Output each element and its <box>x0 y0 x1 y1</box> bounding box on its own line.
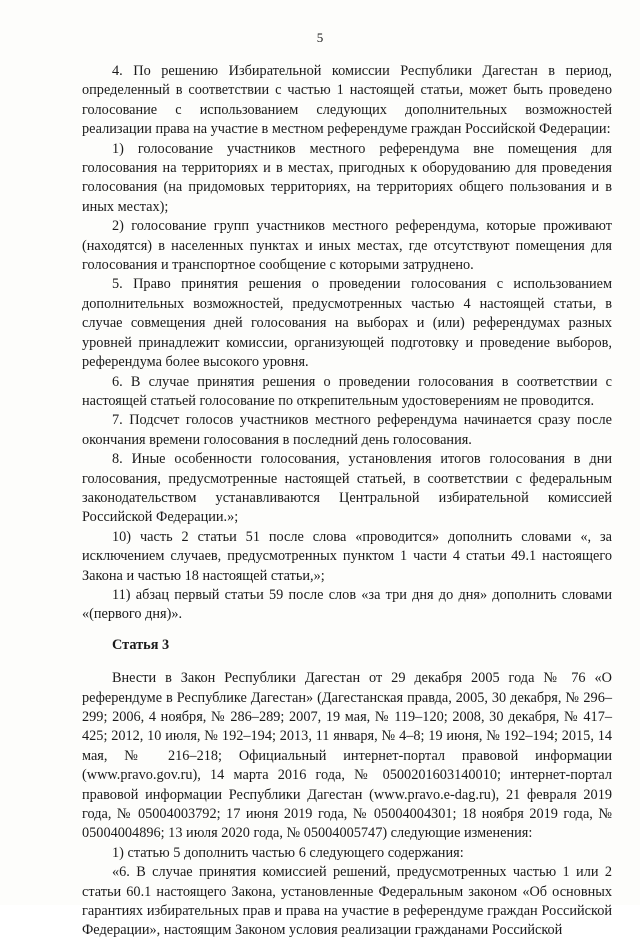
paragraph-8: 8. Иные особенности голосования, установления итогов голосования в дни голосования, предусмотренные настоящей статьей, в соответствии с федеральным законодательством устанавливаются Центральной избирательной комиссией Российской Федерации.»; <box>82 451 612 526</box>
article-heading: Статья 3 <box>112 636 170 653</box>
paragraph-amendment-11: 11) абзац первый статьи 59 после слов «за три дня до дня» дополнить словами «(первого дня)». <box>82 586 612 623</box>
paragraph-6: 6. В случае принятия решения о проведении голосования в соответствии с настоящей статьей голосование по открепительным удостоверениям не проводится. <box>82 373 612 409</box>
document-body <box>82 62 612 941</box>
paragraph-item-1: 1) голосование участников местного референдума вне помещения для голосования на территориях и в местах, пригодных к оборудованию для проведения голосования (на придомовых территориях, на территориях общего пользования и в иных местах); <box>82 140 612 215</box>
paragraph-article-3-item-1: 1) статью 5 дополнить частью 6 следующего содержания: <box>112 844 464 861</box>
paragraph-item-2: 2) голосование групп участников местного референдума, которые проживают (находятся) в населенных пунктах и иных местах, где отсутствуют помещения для голосования и транспортное сообщение с которыми затруднено. <box>82 218 612 274</box>
paragraph-7: 7. Подсчет голосов участников местного референдума начинается сразу после окончания времени голосования в последний день голосования. <box>82 412 612 448</box>
paragraph-article-3-intro: Внести в Закон Республики Дагестан от 29 декабря 2005 года № 76 «О референдуме в Республике Дагестан» (Дагестанская правда, 2005, 30 декабря, № 296–299; 2006, 4 ноября, № 286–289; 2007, 19 мая, № 119–120; 2008, 30 декабря, № 417–425; 2012, 10 июля, № 192–194; 2013, 11 января, № 4–8; 19 июня, № 192–194; 2015, 14 мая, № 216–218; Официальный интернет-портал правовой информации (www.pravo.gov.ru), 14 марта 2016 года, № 0500201603140010; интернет-портал правовой информации Республики Дагестан (www.pravo.e-dag.ru), 21 февраля 2019 года, № 05004003792; 17 июня 2019 года, № 05004004301; 18 ноября 2019 года, № 05004004896; 13 июля 2020 года, № 05004005747) следующие изменения: <box>82 670 612 842</box>
paragraph-5: 5. Право принятия решения о проведении голосования с использованием дополнительных возможностей, предусмотренных частью 4 настоящей статьи, в случае совмещения дней голосования на выборах и (или) референдумах разных уровней принадлежит комиссии, организующей подготовку и проведение выборов, референдума более высокого уровня. <box>82 276 612 371</box>
paragraph-amendment-10: 10) часть 2 статьи 51 после слова «проводится» дополнить словами «, за исключением случаев, предусмотренных пунктом 1 части 4 статьи 49.1 настоящего Закона и частью 18 настоящей статьи,»; <box>82 528 612 584</box>
page-number: 5 <box>316 30 324 45</box>
paragraph-article-3-quote: «6. В случае принятия комиссией решений, предусмотренных частью 1 или 2 статьи 60.1 настоящего Закона, установленные Федеральным законом «Об основных гарантиях избирательных прав и права на участие в референдуме граждан Российской Федерации», настоящим Законом условия реализации гражданами Российской <box>82 864 612 939</box>
paragraph-4-intro: 4. По решению Избирательной комиссии Республики Дагестан в период, определенный в соответствии с частью 1 настоящей статьи, может быть проведено голосование с использованием следующих дополнительных возможностей реализации права на участие в местном референдуме граждан Российской Федерации: <box>82 63 612 138</box>
